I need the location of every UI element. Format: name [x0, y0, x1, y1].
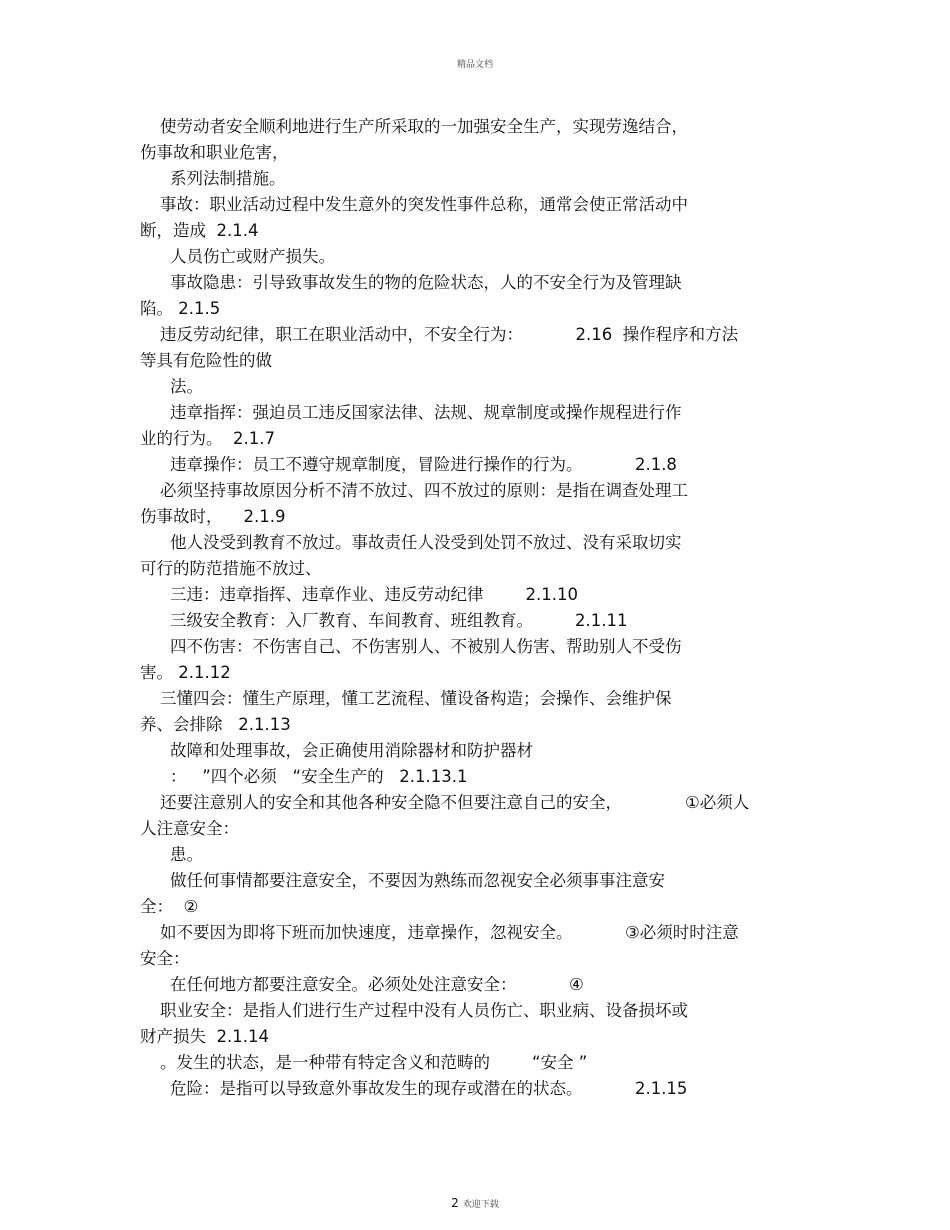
page-number: 2: [451, 1196, 459, 1210]
text-line: 断，造成 2.1.4: [140, 221, 259, 240]
text-line: 必须坚持事故原因分析不清不放过、四不放过的原则：是指在调查处理工: [160, 481, 688, 500]
text-line: 违章操作：员工不遵守规章制度，冒险进行操作的行为。 2.1.8: [170, 455, 677, 474]
text-line: 三懂四会：懂生产原理，懂工艺流程、懂设备构造；会操作、会维护保: [160, 689, 672, 708]
text-line: 可行的防范措施不放过、: [140, 559, 322, 578]
text-line: 如不要因为即将下班而加快速度，违章操作，忽视安全。 ③必须时时注意: [160, 923, 739, 942]
text-line: 患。: [170, 845, 203, 864]
text-line: 三违：违章指挥、违章作业、违反劳动纪律 2.1.10: [170, 585, 578, 604]
text-line: 。发生的状态，是一种带有特定含义和范畴的 “安全 ”: [160, 1053, 588, 1072]
text-line: 安全：: [140, 949, 190, 968]
page-footer: [0, 1196, 950, 1210]
text-line: 在任何地方都要注意安全。必须处处注意安全： ④: [170, 975, 584, 994]
text-line: 事故隐患：引导致事故发生的物的危险状态，人的不安全行为及管理缺: [170, 273, 682, 292]
text-line: 违章指挥：强迫员工违反国家法律、法规、规章制度或操作规程进行作: [170, 403, 682, 422]
text-line: 等具有危险性的做: [140, 351, 272, 370]
text-line: 害。 2.1.12: [140, 663, 231, 682]
text-line: 四不伤害：不伤害自己、不伤害别人、不被别人伤害、帮助别人不受伤: [170, 637, 682, 656]
text-line: ： ”四个必须 “安全生产的 2.1.13.1: [170, 767, 468, 786]
text-line: 伤事故时， 2.1.9: [140, 507, 286, 526]
text-line: 陷。 2.1.5: [140, 299, 221, 318]
page-header: 精品文档: [456, 60, 493, 70]
text-line: 事故：职业活动过程中发生意外的突发性事件总称，通常会使正常活动中: [160, 195, 688, 214]
text-line: 故障和处理事故，会正确使用消除器材和防护器材: [170, 741, 533, 760]
text-line: 危险：是指可以导致意外事故发生的现存或潜在的状态。 2.1.15: [170, 1079, 688, 1098]
footer-text: 欢迎下载: [462, 1200, 499, 1210]
text-line: 全： ②: [140, 897, 199, 916]
text-line: 业的行为。 2.1.7: [140, 429, 275, 448]
text-line: 三级安全教育：入厂教育、车间教育、班组教育。 2.1.11: [170, 611, 628, 630]
text-line: 伤事故和职业危害，: [140, 143, 289, 162]
text-line: 养、会排除 2.1.13: [140, 715, 291, 734]
text-line: 使劳动者安全顺利地进行生产所采取的一加强安全生产，实现劳逸结合，: [160, 117, 688, 136]
text-line: 人员伤亡或财产损失。: [170, 247, 335, 266]
text-line: 做任何事情都要注意安全，不要因为熟练而忽视安全必须事事注意安: [170, 871, 665, 890]
text-line: 还要注意别人的安全和其他各种安全隐不但要注意自己的安全， ①必须人: [160, 793, 750, 812]
text-line: 财产损失 2.1.14: [140, 1027, 269, 1046]
text-line: 职业安全：是指人们进行生产过程中没有人员伤亡、职业病、设备损坏或: [160, 1001, 688, 1020]
text-line: 法。: [170, 377, 203, 396]
text-line: 违反劳动纪律，职工在职业活动中，不安全行为： 2.16 操作程序和方法: [160, 325, 739, 344]
text-line: 人注意安全：: [140, 819, 239, 838]
text-line: 他人没受到教育不放过。事故责任人没受到处罚不放过、没有采取切实: [170, 533, 682, 552]
text-line: 系列法制措施。: [170, 169, 286, 188]
